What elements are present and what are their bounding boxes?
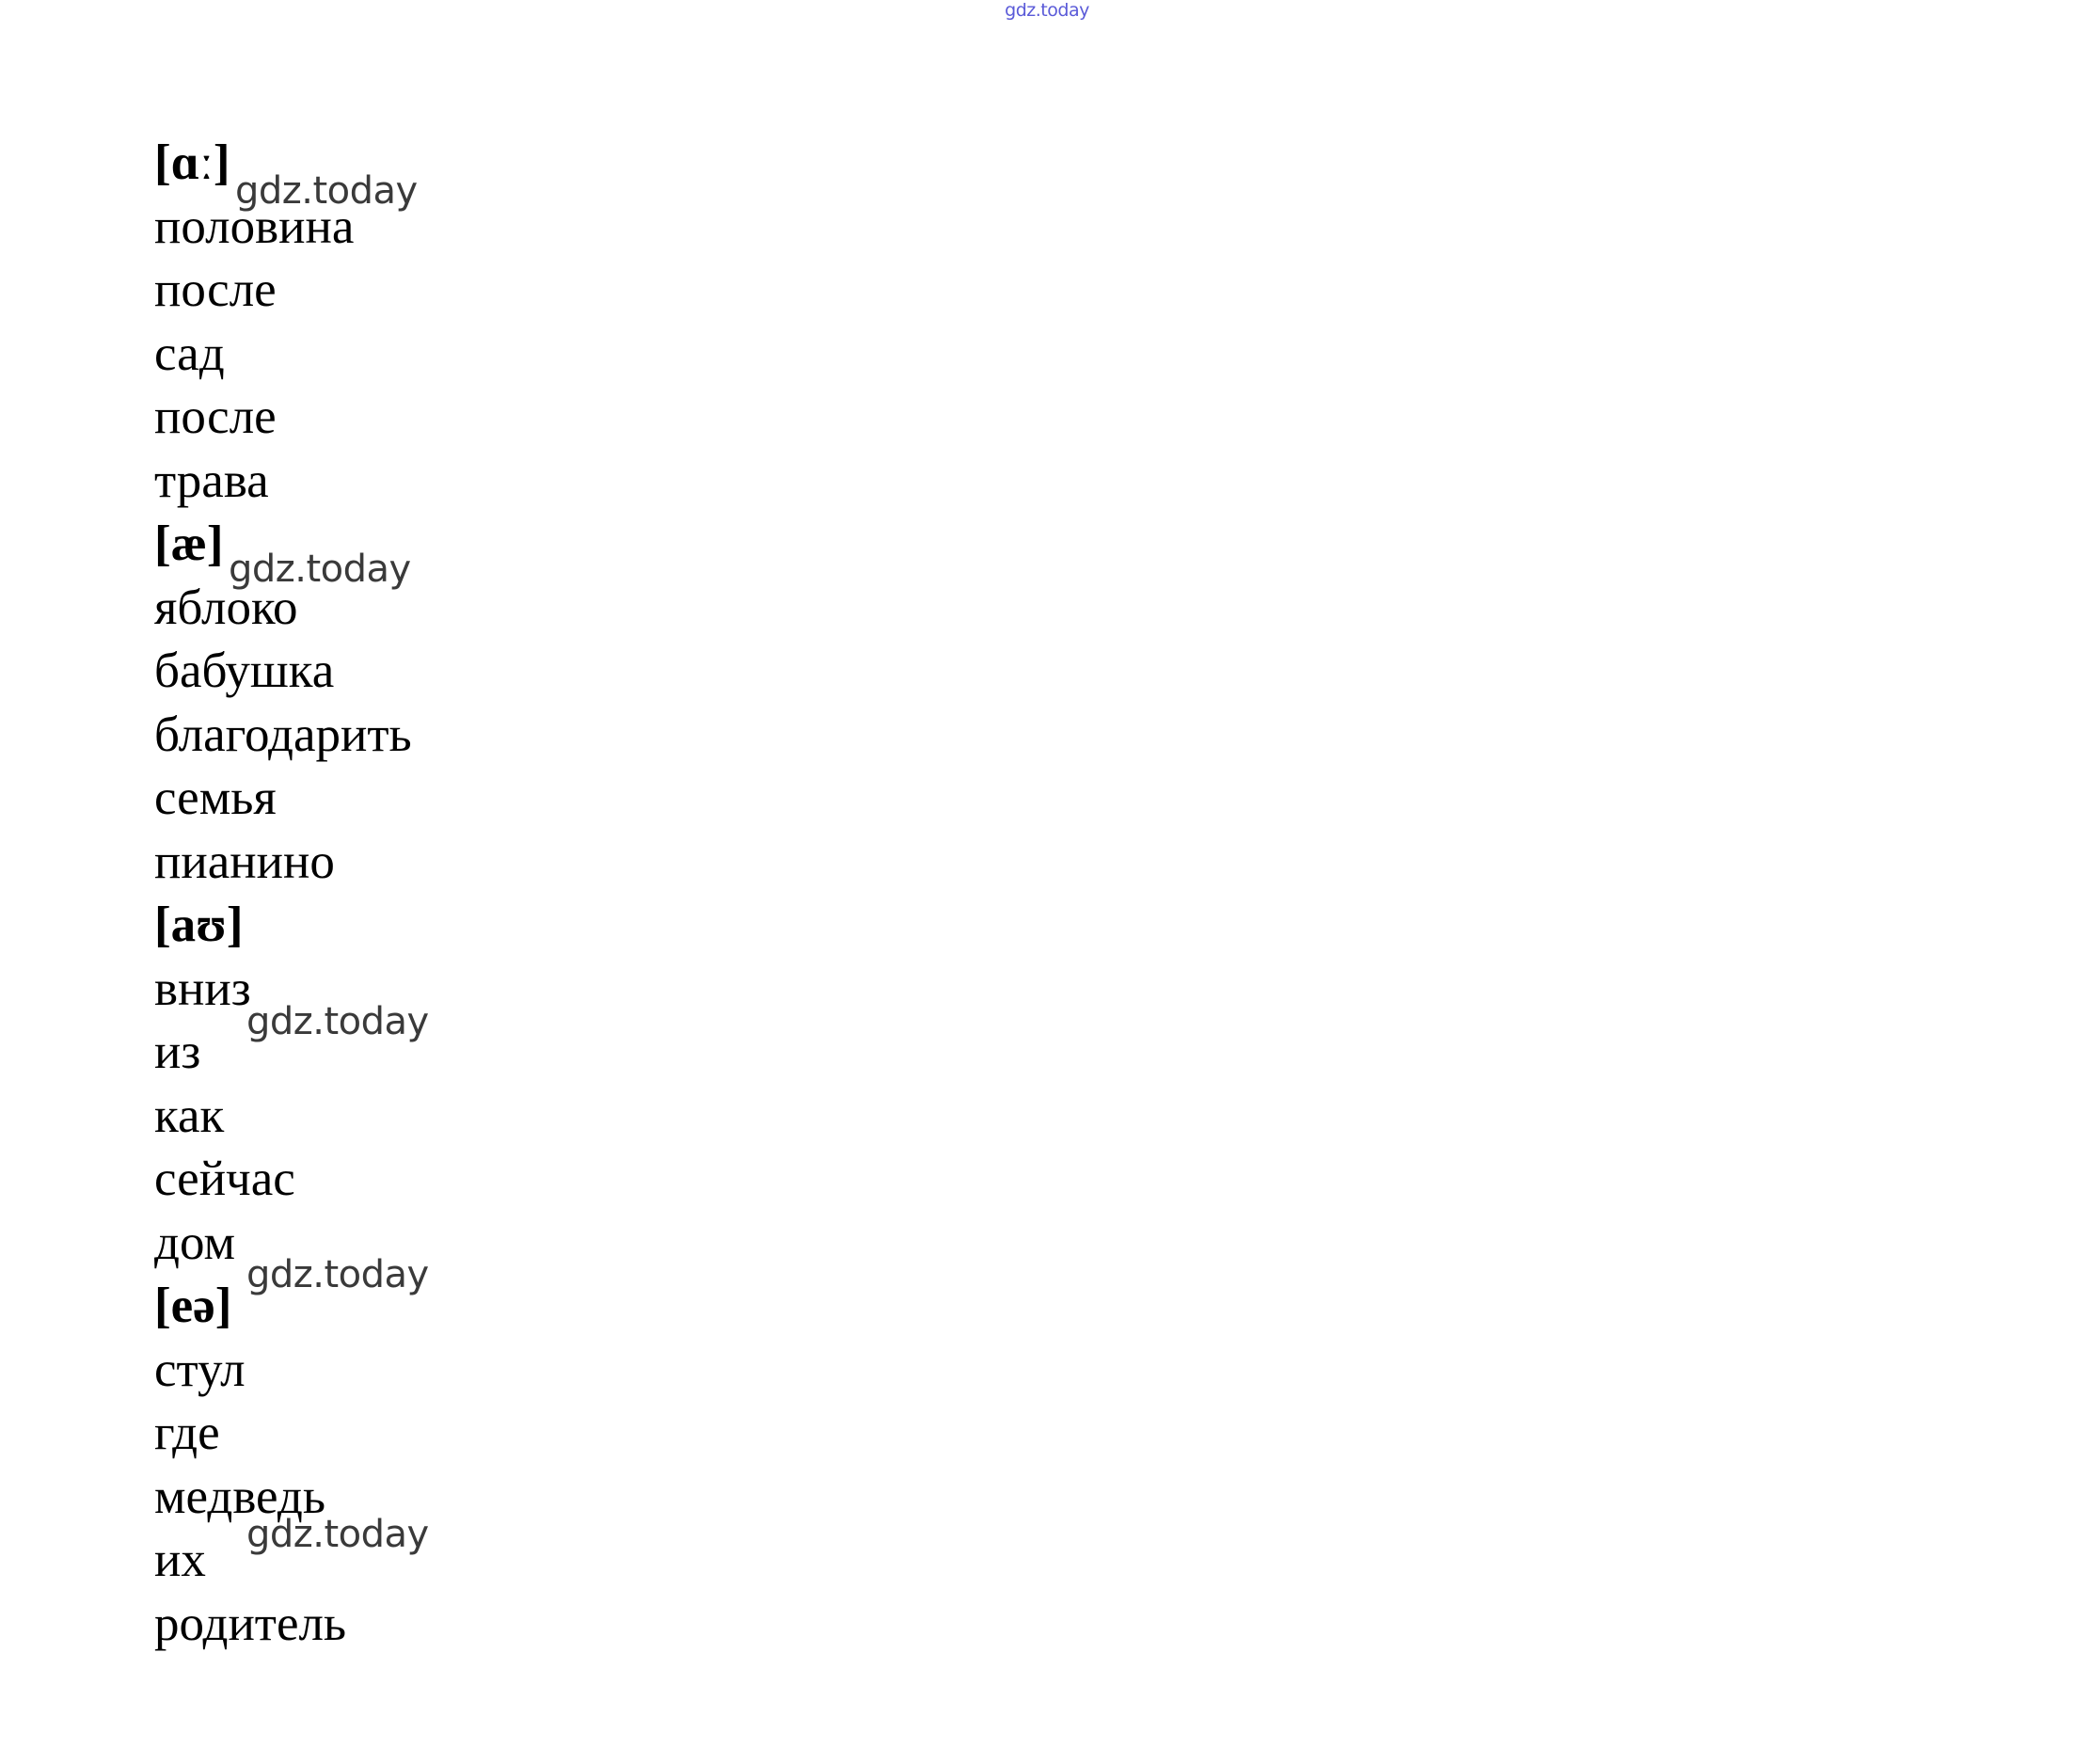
watermark: gdz.today bbox=[246, 1000, 429, 1043]
word-item: бабушка bbox=[154, 644, 335, 698]
word-item: стул bbox=[154, 1342, 246, 1397]
phonetic-word-list bbox=[154, 132, 412, 1656]
sound-heading: [ɑː] bbox=[154, 135, 230, 190]
word-item: вниз bbox=[154, 961, 251, 1016]
word-item: после bbox=[154, 262, 277, 317]
word-item: семья bbox=[154, 771, 277, 825]
word-item: благодарить bbox=[154, 707, 412, 762]
word-item: как bbox=[154, 1088, 225, 1143]
word-item: яблоко bbox=[154, 580, 298, 635]
sound-heading: [aʊ] bbox=[154, 898, 244, 952]
watermark: gdz.today bbox=[246, 1513, 429, 1556]
word-item: сейчас bbox=[154, 1152, 295, 1206]
word-item: родитель bbox=[154, 1596, 347, 1651]
watermark: gdz.today bbox=[235, 169, 418, 213]
top-watermark: gdz.today bbox=[1005, 0, 1089, 21]
word-item: сад bbox=[154, 326, 225, 381]
sound-heading: [æ] bbox=[154, 516, 224, 571]
word-item: где bbox=[154, 1406, 220, 1460]
word-item: из bbox=[154, 1025, 201, 1079]
word-item: их bbox=[154, 1533, 206, 1587]
word-item: после bbox=[154, 389, 277, 444]
watermark: gdz.today bbox=[229, 548, 411, 591]
word-item: трава bbox=[154, 453, 269, 508]
word-item: дом bbox=[154, 1215, 235, 1270]
sound-heading: [eə] bbox=[154, 1279, 232, 1333]
word-item: пианино bbox=[154, 834, 335, 889]
watermark: gdz.today bbox=[246, 1253, 429, 1296]
word-item: медведь bbox=[154, 1469, 326, 1524]
word-item: половина bbox=[154, 199, 355, 254]
